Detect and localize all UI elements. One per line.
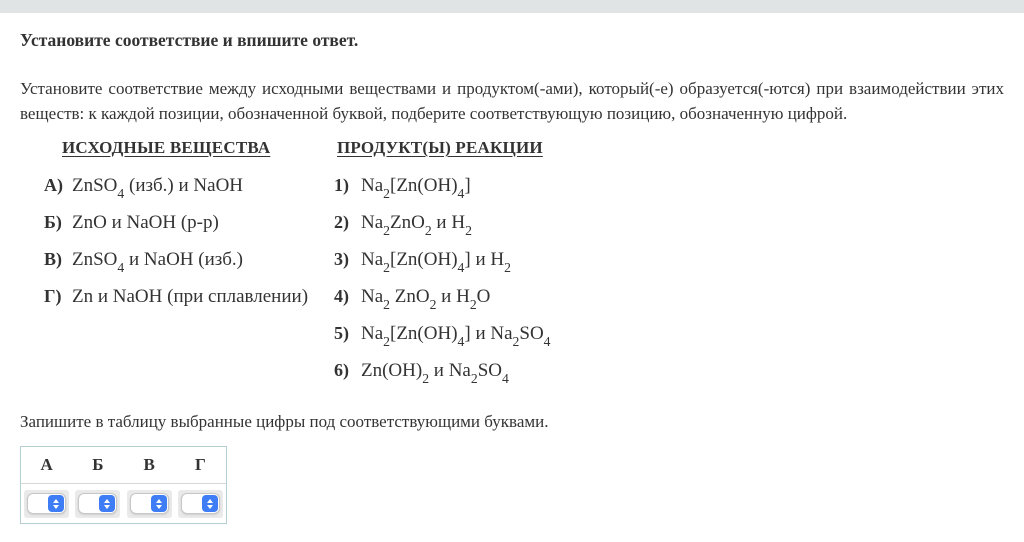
- stepper-up-down-icon: [99, 495, 115, 512]
- item-label: В): [44, 249, 62, 269]
- item-formula: $Zn(OH)_2$ и $Na_2SO_4$: [361, 360, 509, 387]
- item-formula: $Na_2$ ZnO$_2$ и $H_2O$: [361, 286, 491, 313]
- answer-col-header-v: В: [143, 455, 155, 474]
- list-item: [334, 359, 1004, 387]
- stepper-up-down-icon: [48, 495, 64, 512]
- answer-cell-v: [124, 484, 175, 523]
- stepper-up-down-icon: [202, 495, 218, 512]
- list-item: [44, 285, 334, 308]
- answer-select-v[interactable]: [130, 493, 169, 514]
- question-instruction: Установите соответствие между исходными веществами и продуктом(-ами), который(-е) образуется(-ются) при взаимодействии этих веществ: к каждой позиции, обозначенной буквой, подберите соответствующую позицию, обозначенную цифрой.: [20, 79, 1004, 123]
- item-formula: ZnSO$_4$ и NaOH (изб.): [72, 249, 244, 276]
- select-cell-background: [75, 490, 120, 518]
- item-label: Г): [44, 286, 62, 306]
- list-item: [334, 211, 1004, 239]
- stepper-up-down-icon: [151, 495, 167, 512]
- products-column-header: ПРОДУКТ(Ы) РЕАКЦИИ: [337, 138, 543, 157]
- matching-section: [20, 138, 1004, 396]
- answer-select-g[interactable]: [181, 493, 220, 514]
- answer-cell-b: [72, 484, 123, 523]
- item-formula: $Na_2ZnO_2$ и $H_2$: [361, 212, 472, 239]
- question-area: [0, 30, 1024, 524]
- select-cell-background: [127, 490, 172, 518]
- item-formula: ZnSO$_4$ (изб.) и NaOH: [72, 175, 244, 202]
- products-column: [334, 138, 1004, 396]
- list-item: [334, 285, 1004, 313]
- reagents-column-header: ИСХОДНЫЕ ВЕЩЕСТВА: [62, 138, 271, 157]
- top-bar: [0, 0, 1024, 13]
- item-label: 4): [334, 286, 349, 306]
- item-formula: $Na_2[Zn(OH)_4]$: [361, 175, 471, 202]
- answer-col-header-a: А: [40, 455, 53, 474]
- answer-cell-a: [21, 484, 72, 523]
- question-title: Установите соответствие и впишите ответ.: [20, 30, 359, 50]
- answer-col-header-b: Б: [92, 455, 104, 474]
- list-item: [44, 211, 334, 234]
- answer-table: [20, 446, 227, 524]
- item-label: 2): [334, 212, 349, 232]
- answer-table-input-row: [21, 484, 226, 523]
- item-formula: $Na_2[Zn(OH)_4]$ и $H_2$: [361, 249, 511, 276]
- item-formula: ZnO и NaOH (р-р): [72, 212, 219, 233]
- item-label: 6): [334, 360, 349, 380]
- list-item: [334, 248, 1004, 276]
- item-label: Б): [44, 212, 62, 232]
- item-formula: Zn и NaOH (при сплавлении): [72, 286, 309, 307]
- item-formula: $Na_2[Zn(OH)_4]$ и $Na_2SO_4$: [361, 323, 551, 350]
- item-label: 3): [334, 249, 349, 269]
- list-item: [44, 248, 334, 276]
- reagents-column: [20, 138, 334, 396]
- item-label: 1): [334, 175, 349, 195]
- answer-cell-g: [175, 484, 226, 523]
- answer-table-header-row: [21, 447, 226, 484]
- item-label: 5): [334, 323, 349, 343]
- answer-select-a[interactable]: [27, 493, 66, 514]
- list-item: [44, 174, 334, 202]
- answer-select-b[interactable]: [78, 493, 117, 514]
- answer-col-header-g: Г: [194, 455, 206, 474]
- select-cell-background: [24, 490, 69, 518]
- list-item: [334, 322, 1004, 350]
- write-instruction: Запишите в таблицу выбранные цифры под соответствующими буквами.: [20, 412, 549, 431]
- list-item: [334, 174, 1004, 202]
- select-cell-background: [178, 490, 223, 518]
- item-label: А): [44, 175, 63, 195]
